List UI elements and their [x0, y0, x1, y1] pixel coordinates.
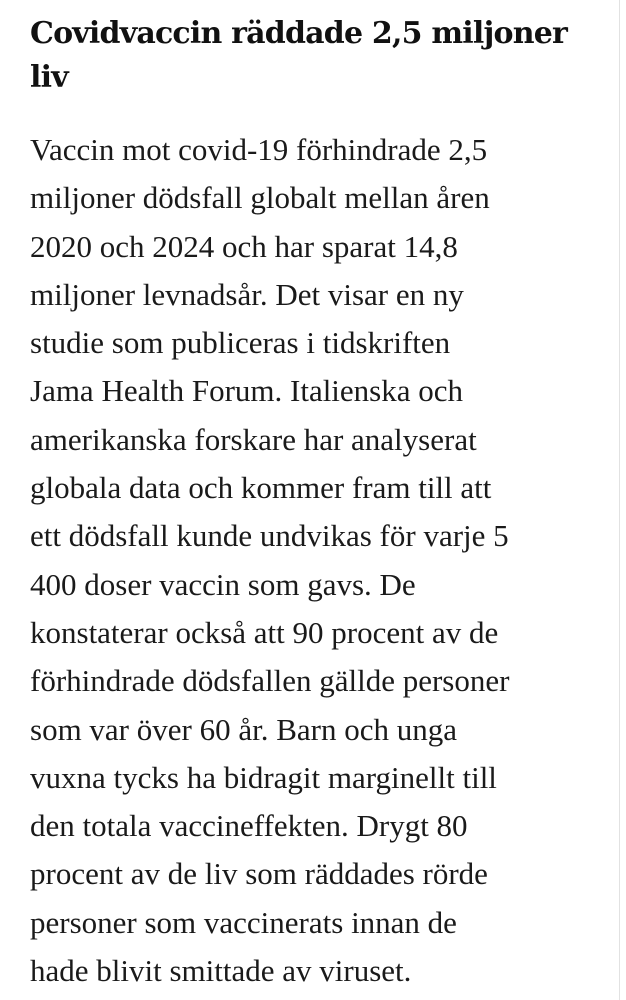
body-line: miljoner dödsfall globalt mellan åren: [30, 180, 490, 216]
body-line: miljoner levnadsår. Det visar en ny: [30, 276, 464, 312]
body-line: ett dödsfall kunde undvikas för varje 5: [30, 518, 509, 554]
headline-line: Covidvaccin räddade 2,5 miljoner: [30, 16, 568, 51]
article-body: [30, 126, 608, 995]
body-line: 2020 och 2024 och har sparat 14,8: [30, 228, 458, 264]
body-line: personer som vaccinerats innan de: [30, 904, 457, 940]
headline-line: liv: [30, 60, 68, 95]
right-edge-divider: [619, 0, 620, 1000]
body-line: Jama Health Forum. Italienska och: [30, 373, 464, 409]
article-headline: [30, 12, 608, 100]
body-line: förhindrade dödsfallen gällde personer: [30, 663, 510, 699]
body-line: globala data och kommer fram till att: [30, 470, 492, 506]
body-line: 400 doser vaccin som gavs. De: [30, 566, 416, 602]
body-line: studie som publiceras i tidskriften: [30, 325, 451, 361]
body-line: konstaterar också att 90 procent av de: [30, 614, 499, 650]
body-line: procent av de liv som räddades rörde: [30, 856, 488, 892]
body-line: hade blivit smittade av viruset.: [30, 953, 412, 989]
body-line: den totala vaccineffekten. Drygt 80: [30, 808, 468, 844]
body-line: Vaccin mot covid-19 förhindrade 2,5: [30, 132, 488, 167]
body-line: som var över 60 år. Barn och unga: [30, 711, 457, 747]
body-line: amerikanska forskare har analyserat: [30, 421, 477, 457]
body-line: vuxna tycks ha bidragit marginellt till: [30, 759, 497, 795]
